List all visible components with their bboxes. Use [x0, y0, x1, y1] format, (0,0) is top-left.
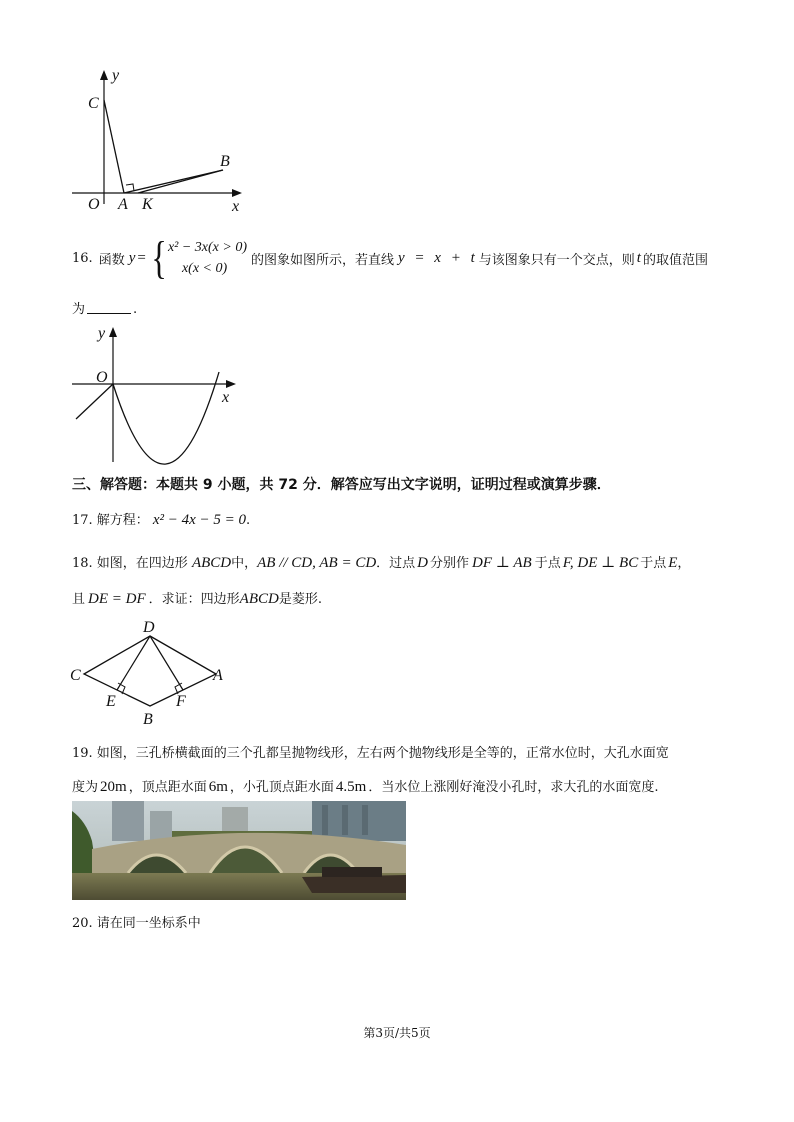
- figure-rhombus: [66, 616, 236, 728]
- q18-text-e: 于点: [534, 556, 561, 571]
- q17-end: .: [246, 513, 251, 528]
- q16-t: t: [636, 249, 641, 266]
- q18-abcd: ABCD: [191, 555, 232, 571]
- q18-condition: AB // CD, AB = CD: [257, 555, 377, 571]
- y-axis-arrow: [109, 327, 117, 337]
- q18-e: E: [668, 555, 678, 571]
- x-axis-arrow: [226, 380, 236, 388]
- label-y: y: [98, 325, 106, 342]
- label-d: D: [143, 619, 155, 636]
- q18-text-b: 中，: [231, 556, 258, 571]
- q16-number: 16.: [72, 250, 93, 266]
- rhombus-abcd: [84, 636, 216, 706]
- label-k: K: [142, 196, 153, 213]
- q18-text-d: 分别作: [430, 556, 470, 571]
- label-a: A: [118, 196, 128, 213]
- q16-y: y: [128, 249, 136, 266]
- q16-tail: 的取值范围: [642, 252, 708, 268]
- y-axis-arrow: [100, 70, 108, 80]
- label-e: E: [106, 693, 116, 710]
- q17: [72, 509, 250, 529]
- q18-perp1: DF ⊥ AB: [472, 555, 532, 571]
- label-a: A: [213, 667, 223, 684]
- q18-text-g: ，: [677, 556, 691, 571]
- label-o: O: [88, 196, 100, 213]
- q19-value-height: 6m: [208, 779, 228, 795]
- q18-text-c: ．过点: [376, 556, 416, 571]
- q19-text-b: ，顶点距水面: [128, 780, 207, 795]
- q16-line-expr: y = x + t: [398, 249, 475, 266]
- q19-text-c: ，小孔顶点距水面: [229, 780, 334, 795]
- q19-text-a: 度为: [72, 780, 99, 795]
- q18-eq2: DE = DF: [88, 591, 146, 607]
- label-b: B: [143, 711, 153, 728]
- segment-de: [117, 636, 150, 690]
- bridge-photo: [72, 801, 406, 900]
- figure-parabola: [66, 320, 246, 466]
- segment-df: [150, 636, 183, 690]
- q16-case2: x(x < 0): [181, 261, 228, 276]
- q19-line2: [72, 776, 658, 796]
- label-c: C: [70, 667, 81, 684]
- q19-text-d: ．当水位上涨刚好淹没小孔时，求大孔的水面宽度.: [368, 780, 659, 795]
- label-x: x: [232, 198, 240, 214]
- q16-case1: x² − 3x(x > 0): [167, 240, 247, 255]
- q18-abcd2: ABCD: [239, 591, 279, 607]
- q18-text-i: ．求证：四边形: [148, 592, 240, 607]
- label-x: x: [222, 389, 230, 406]
- right-angle-mark: [126, 184, 134, 191]
- q19-line1: 19. 如图，三孔桥横截面的三个孔都呈抛物线形，左右两个抛物线形是全等的，正常水位时，大孔水面宽: [72, 746, 669, 761]
- x-axis-arrow: [232, 189, 242, 197]
- section-heading: 三、解答题：本题共 9 小题，共 72 分．解答应写出文字说明，证明过程或演算步骤．: [72, 477, 611, 493]
- q18-text-h: 且: [72, 592, 86, 607]
- answer-blank[interactable]: [87, 301, 131, 314]
- q16-line2: [72, 298, 137, 317]
- q20: 20. 请在同一坐标系中: [72, 916, 201, 931]
- q18-line1: [72, 552, 690, 572]
- q16-post: 与该图象只有一个交点，则: [478, 252, 635, 268]
- q16-mid: 的图象如图所示，若直线: [251, 252, 395, 268]
- q16-pre: 函数: [98, 252, 125, 268]
- q18-line2: [72, 588, 322, 608]
- q18-text-j: 是菱形.: [278, 592, 322, 607]
- label-f: F: [176, 693, 186, 710]
- q17-text: 17. 解方程：: [72, 513, 149, 528]
- bridge-photo-drawing: [72, 801, 406, 900]
- q16-line2-text: 为: [72, 302, 86, 317]
- label-o: O: [96, 369, 108, 386]
- q16-cases: [168, 237, 247, 279]
- q18-text-a: 18. 如图，在四边形: [72, 556, 188, 571]
- q18-d: D: [417, 555, 429, 571]
- q18-text-f: 于点: [640, 556, 667, 571]
- page-footer: 第3页/共5页: [363, 1026, 431, 1040]
- figure-triangle-k: [66, 64, 256, 214]
- q16-brace: {: [151, 232, 167, 283]
- graph-parabola: [113, 372, 219, 464]
- q19-value-small: 4.5m: [335, 779, 367, 795]
- label-b: B: [220, 153, 230, 170]
- label-c: C: [88, 95, 99, 112]
- q16-eq: =: [137, 249, 146, 266]
- label-y: y: [112, 67, 120, 84]
- graph-left-line: [76, 384, 113, 419]
- q16-line1: [72, 232, 708, 283]
- segment-ca: [104, 100, 124, 193]
- q17-equation: x² − 4x − 5 = 0: [152, 512, 246, 528]
- q19-value-width: 20m: [100, 779, 127, 795]
- q16-end: .: [133, 302, 138, 317]
- segment-kb: [138, 170, 223, 193]
- q18-f-de: F, DE ⊥ BC: [562, 555, 639, 571]
